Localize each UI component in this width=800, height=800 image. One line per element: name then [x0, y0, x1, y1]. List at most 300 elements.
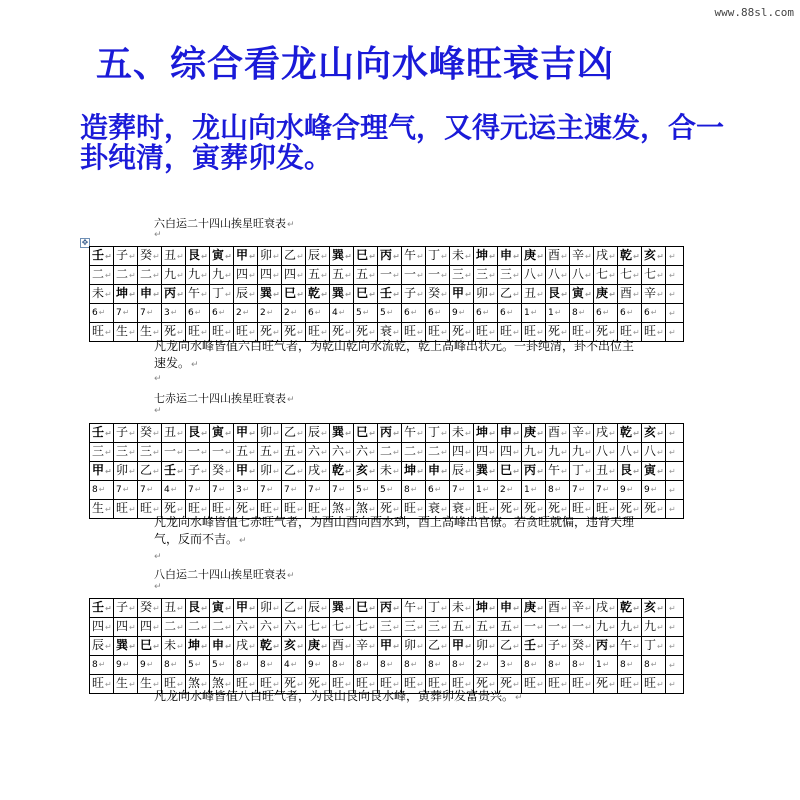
cell-mark-icon: ↵: [585, 448, 592, 457]
cell-mark-icon: ↵: [146, 485, 154, 494]
table-cell: [306, 481, 330, 500]
cell-mark-icon: ↵: [105, 448, 112, 457]
cell-mark-icon: ↵: [410, 660, 418, 669]
cell-mark-icon: ↵: [561, 328, 568, 337]
cell-mark-icon: ↵: [297, 642, 304, 651]
cell-mark-icon: ↵: [578, 660, 586, 669]
cell-mark-icon: ↵: [201, 290, 208, 299]
cell-mark-icon: ↵: [201, 623, 208, 632]
cell-mark-icon: ↵: [129, 623, 136, 632]
cell-mark-icon: ↵: [345, 467, 352, 476]
table-cell-text: 亥: [644, 248, 657, 262]
table-cell-text: 六: [236, 619, 249, 633]
table-cell-text: 丁: [428, 600, 441, 614]
table-cell-text: 乾: [332, 463, 345, 477]
table-cell: [186, 637, 210, 656]
row-end-mark-icon: ↵: [669, 290, 676, 299]
cell-mark-icon: ↵: [273, 271, 280, 280]
table-cell: [258, 637, 282, 656]
table-cell: [522, 304, 546, 323]
cell-mark-icon: ↵: [345, 642, 352, 651]
cell-mark-icon: ↵: [177, 328, 184, 337]
cell-mark-icon: ↵: [194, 485, 202, 494]
table-cell: [234, 637, 258, 656]
table-cell-text: 旺: [572, 501, 585, 515]
cell-mark-icon: ↵: [242, 308, 250, 317]
row-end-mark-icon: ↵: [669, 448, 676, 457]
table-cell-text: 6: [500, 308, 506, 318]
cell-mark-icon: ↵: [578, 308, 586, 317]
cell-mark-icon: ↵: [537, 429, 544, 438]
table-cell-text: 丙: [524, 463, 537, 477]
table-cell: [234, 285, 258, 304]
cell-mark-icon: ↵: [458, 308, 466, 317]
table-cell: [282, 266, 306, 285]
table-cell: [402, 304, 426, 323]
table-cell-text: 癸: [428, 286, 441, 300]
table-cell-text: 子: [188, 463, 201, 477]
table-cell: [90, 599, 114, 618]
table-cell: [114, 675, 138, 694]
table-cell-text: 死: [500, 501, 513, 515]
cell-mark-icon: ↵: [177, 623, 184, 632]
cell-mark-icon: ↵: [153, 467, 160, 476]
table-cell-text: 生: [140, 676, 153, 690]
cell-mark-icon: ↵: [434, 308, 442, 317]
cell-mark-icon: ↵: [609, 252, 616, 261]
table-cell: [570, 599, 594, 618]
cell-mark-icon: ↵: [297, 252, 304, 261]
page-subtitle: 造葬时，龙山向水峰合理气，又得元运主速发，合一卦纯清，寅葬卯发。: [80, 111, 725, 174]
cell-mark-icon: ↵: [105, 623, 112, 632]
cell-mark-icon: ↵: [513, 604, 520, 613]
table-cell: [162, 443, 186, 462]
table-cell-text: 甲: [380, 638, 393, 652]
table-cell: [546, 266, 570, 285]
cell-mark-icon: ↵: [369, 623, 376, 632]
cell-mark-icon: ↵: [146, 660, 154, 669]
table-cell-text: 丁: [428, 248, 441, 262]
cell-mark-icon: ↵: [657, 623, 664, 632]
cell-mark-icon: ↵: [434, 485, 442, 494]
cell-mark-icon: ↵: [537, 328, 544, 337]
table-cell-text: 8: [164, 660, 170, 670]
table-cell: [426, 656, 450, 675]
table-cell: [642, 323, 666, 342]
cell-mark-icon: ↵: [177, 505, 184, 514]
table-cell: [570, 462, 594, 481]
table-cell-text: 二: [428, 444, 441, 458]
cell-mark-icon: ↵: [465, 448, 472, 457]
table-cell: [114, 462, 138, 481]
cell-mark-icon: ↵: [441, 505, 448, 514]
table-cell: [114, 304, 138, 323]
cell-mark-icon: ↵: [242, 660, 250, 669]
cell-mark-icon: ↵: [506, 660, 514, 669]
cell-mark-icon: ↵: [321, 467, 328, 476]
table-cell-text: 寅: [212, 425, 225, 439]
table-cell: [474, 424, 498, 443]
cell-mark-icon: ↵: [626, 660, 634, 669]
table-cell: [546, 637, 570, 656]
table-cell-text: 7: [308, 485, 314, 495]
table-cell-text: 庚: [524, 600, 537, 614]
table-cell: [354, 266, 378, 285]
row-end-cell: [666, 247, 684, 266]
table-cell-text: 4: [332, 308, 338, 318]
table-cell-text: 旺: [524, 324, 537, 338]
cell-mark-icon: ↵: [273, 252, 280, 261]
cell-mark-icon: ↵: [273, 642, 280, 651]
cell-mark-icon: ↵: [177, 290, 184, 299]
cell-mark-icon: ↵: [249, 623, 256, 632]
cell-mark-icon: ↵: [657, 505, 664, 514]
table-cell-text: 生: [140, 324, 153, 338]
table-cell-text: 巽: [116, 638, 129, 652]
cell-mark-icon: ↵: [513, 680, 520, 689]
cell-mark-icon: ↵: [506, 485, 514, 494]
table-cell: [162, 247, 186, 266]
table-cell-text: 丙: [596, 638, 609, 652]
table-cell: [282, 304, 306, 323]
table-cell: [138, 637, 162, 656]
cell-mark-icon: ↵: [585, 290, 592, 299]
cell-mark-icon: ↵: [369, 505, 376, 514]
table-cell-text: 六: [356, 444, 369, 458]
table-cell: [282, 481, 306, 500]
cell-mark-icon: ↵: [393, 467, 400, 476]
cell-mark-icon: ↵: [345, 328, 352, 337]
table-cell-text: 8: [404, 660, 410, 670]
table-cell-text: 午: [620, 638, 633, 652]
cell-mark-icon: ↵: [266, 660, 274, 669]
cell-mark-icon: ↵: [297, 328, 304, 337]
table-cell-text: 巳: [356, 286, 369, 300]
table-cell-text: 五: [236, 444, 249, 458]
row-end-cell: [666, 637, 684, 656]
table-cell: [258, 599, 282, 618]
table-cell: [162, 656, 186, 675]
table-cell: [234, 424, 258, 443]
table-cell: [186, 247, 210, 266]
table-cell: [258, 304, 282, 323]
cell-mark-icon: ↵: [129, 467, 136, 476]
table-cell: [138, 247, 162, 266]
cell-mark-icon: ↵: [441, 429, 448, 438]
table-cell-text: 申: [212, 638, 225, 652]
table-cell-text: 死: [548, 501, 561, 515]
cell-mark-icon: ↵: [650, 660, 658, 669]
table-cell: [522, 462, 546, 481]
table-cell: [570, 481, 594, 500]
table-cell: [378, 599, 402, 618]
cell-mark-icon: ↵: [441, 290, 448, 299]
table-cell-text: 巳: [356, 425, 369, 439]
cell-mark-icon: ↵: [225, 429, 232, 438]
cell-mark-icon: ↵: [633, 252, 640, 261]
table-cell-text: 1: [524, 485, 530, 495]
table-cell: [498, 462, 522, 481]
table-cell: [282, 656, 306, 675]
table-cell-text: 辰: [92, 638, 105, 652]
cell-mark-icon: ↵: [561, 642, 568, 651]
row-end-mark-icon: ↵: [669, 604, 676, 613]
table-cell-text: 丁: [428, 425, 441, 439]
table-cell-text: 八: [548, 267, 561, 281]
table-cell: [90, 675, 114, 694]
table-cell: [186, 266, 210, 285]
table-cell-text: 3: [236, 485, 242, 495]
table-cell-text: 四: [140, 619, 153, 633]
table-cell: [90, 481, 114, 500]
cell-mark-icon: ↵: [393, 680, 400, 689]
cell-mark-icon: ↵: [554, 308, 562, 317]
table-cell: [234, 266, 258, 285]
table-cell: [618, 304, 642, 323]
table-cell-text: 旺: [212, 324, 225, 338]
table-cell-text: 四: [500, 444, 513, 458]
table-cell-text: 庚: [596, 286, 609, 300]
table-cell: [570, 618, 594, 637]
table-cell: [402, 618, 426, 637]
cell-mark-icon: ↵: [386, 485, 394, 494]
table-row: [90, 637, 684, 656]
row-end-mark-icon: ↵: [669, 252, 676, 261]
table-cell: [474, 481, 498, 500]
cell-mark-icon: ↵: [218, 308, 226, 317]
table-cell-text: 8: [380, 660, 386, 670]
table-cell-text: 二: [188, 619, 201, 633]
table-cell-text: 死: [260, 324, 273, 338]
table-row: [90, 443, 684, 462]
table-cell: [330, 285, 354, 304]
table-cell: [522, 247, 546, 266]
cell-mark-icon: ↵: [633, 429, 640, 438]
table-cell: [162, 481, 186, 500]
cell-mark-icon: ↵: [633, 642, 640, 651]
table-cell-text: 卯: [116, 463, 129, 477]
table-cell: [546, 304, 570, 323]
cell-mark-icon: ↵: [657, 252, 664, 261]
table-cell-text: 卯: [260, 248, 273, 262]
table-cell: [498, 247, 522, 266]
table-cell-text: 5: [356, 485, 362, 495]
table-cell: [210, 599, 234, 618]
table-cell: [258, 266, 282, 285]
cell-mark-icon: ↵: [225, 271, 232, 280]
table-cell-text: 旺: [332, 676, 345, 690]
table-cell-text: 旺: [476, 501, 489, 515]
table-cell: [114, 500, 138, 519]
table-cell-text: 午: [404, 425, 417, 439]
table-cell: [618, 285, 642, 304]
table-cell-text: 旺: [404, 324, 417, 338]
table-cell: [546, 599, 570, 618]
table-cell: [234, 481, 258, 500]
table-cell-text: 五: [500, 619, 513, 633]
table-cell: [378, 481, 402, 500]
table-cell-text: 辰: [308, 248, 321, 262]
cell-mark-icon: ↵: [201, 252, 208, 261]
table-cell-text: 衰: [428, 501, 441, 515]
table-cell-text: 九: [572, 444, 585, 458]
cell-mark-icon: ↵: [633, 448, 640, 457]
table-cell-text: 死: [284, 676, 297, 690]
cell-mark-icon: ↵: [386, 660, 394, 669]
row-end-mark-icon: ↵: [669, 486, 676, 495]
table-cell-text: 寅: [212, 248, 225, 262]
table-cell-text: 5: [212, 660, 218, 670]
row-end-cell: [666, 675, 684, 694]
cell-mark-icon: ↵: [266, 485, 274, 494]
table-cell: [426, 304, 450, 323]
table-cell: [90, 656, 114, 675]
table-cell: [522, 637, 546, 656]
table-cell-text: 乙: [428, 638, 441, 652]
cell-mark-icon: ↵: [609, 448, 616, 457]
table-cell: [162, 304, 186, 323]
table-cell-text: 七: [356, 619, 369, 633]
cell-mark-icon: ↵: [297, 290, 304, 299]
cell-mark-icon: ↵: [441, 328, 448, 337]
table-cell-text: 丑: [596, 463, 609, 477]
table-cell-text: 旺: [188, 324, 201, 338]
cell-mark-icon: ↵: [369, 680, 376, 689]
table-cell-text: 寅: [212, 600, 225, 614]
cell-mark-icon: ↵: [201, 642, 208, 651]
table-cell: [570, 304, 594, 323]
table-cell-text: 死: [452, 324, 465, 338]
cell-mark-icon: ↵: [201, 604, 208, 613]
table-cell: [306, 247, 330, 266]
cell-mark-icon: ↵: [489, 505, 496, 514]
cell-mark-icon: ↵: [410, 485, 418, 494]
table-cell-text: 死: [596, 324, 609, 338]
table-cell-text: 旺: [620, 324, 633, 338]
table-cell-text: 旺: [356, 676, 369, 690]
cell-mark-icon: ↵: [561, 604, 568, 613]
cell-mark-icon: ↵: [506, 308, 514, 317]
cell-mark-icon: ↵: [218, 485, 226, 494]
cell-mark-icon: ↵: [633, 604, 640, 613]
table-cell-text: 7: [140, 485, 146, 495]
cell-mark-icon: ↵: [369, 604, 376, 613]
table-cell-text: 巳: [140, 638, 153, 652]
table-cell-text: 乾: [620, 425, 633, 439]
cell-mark-icon: ↵: [441, 467, 448, 476]
table-cell: [210, 443, 234, 462]
table-cell-text: 乙: [284, 600, 297, 614]
cell-mark-icon: ↵: [417, 252, 424, 261]
cell-mark-icon: ↵: [393, 290, 400, 299]
table-move-handle-icon[interactable]: ✥: [81, 238, 89, 247]
section-title-text: 六白运二十四山挨星旺衰表: [154, 217, 286, 230]
table-cell-text: 未: [380, 463, 393, 477]
cell-mark-icon: ↵: [129, 429, 136, 438]
cell-mark-icon: ↵: [122, 485, 130, 494]
cell-mark-icon: ↵: [129, 328, 136, 337]
table-cell: [594, 443, 618, 462]
table-cell: [474, 443, 498, 462]
table-cell: [114, 618, 138, 637]
table-cell-text: 甲: [236, 463, 249, 477]
table-cell-text: 8: [92, 660, 98, 670]
cell-mark-icon: ↵: [297, 467, 304, 476]
table-cell: [498, 424, 522, 443]
table-cell-text: 三: [428, 619, 441, 633]
table-cell-text: 未: [92, 286, 105, 300]
table-row: [90, 618, 684, 637]
table-cell: [522, 618, 546, 637]
cell-mark-icon: ↵: [369, 252, 376, 261]
cell-mark-icon: ↵: [465, 505, 472, 514]
table-cell-text: 煞: [212, 676, 225, 690]
cell-mark-icon: ↵: [153, 604, 160, 613]
table-cell: [354, 656, 378, 675]
cell-mark-icon: ↵: [177, 604, 184, 613]
table-cell: [522, 443, 546, 462]
cell-mark-icon: ↵: [633, 680, 640, 689]
cell-mark-icon: ↵: [314, 308, 322, 317]
table-cell: [282, 443, 306, 462]
table-cell: [498, 266, 522, 285]
table-cell-text: 6: [404, 308, 410, 318]
cell-mark-icon: ↵: [177, 680, 184, 689]
table-cell: [90, 247, 114, 266]
table-cell-text: 辛: [572, 248, 585, 262]
cell-mark-icon: ↵: [266, 308, 274, 317]
cell-mark-icon: ↵: [369, 328, 376, 337]
table-cell: [426, 481, 450, 500]
table-cell: [402, 443, 426, 462]
table-cell: [186, 656, 210, 675]
row-end-mark-icon: ↵: [669, 642, 676, 651]
table-cell-text: 乙: [140, 463, 153, 477]
cell-mark-icon: ↵: [225, 505, 232, 514]
cell-mark-icon: ↵: [585, 505, 592, 514]
table-cell: [546, 462, 570, 481]
table-cell: [450, 656, 474, 675]
table-cell: [498, 304, 522, 323]
table-cell: [570, 443, 594, 462]
table-cell-text: 9: [140, 660, 146, 670]
table-cell: [162, 285, 186, 304]
table-cell-text: 7: [452, 485, 458, 495]
table-cell-text: 七: [596, 267, 609, 281]
table-cell: [474, 637, 498, 656]
table-cell-text: 八: [620, 444, 633, 458]
table-cell-text: 乾: [308, 286, 321, 300]
table-cell-text: 8: [620, 660, 626, 670]
table-cell: [378, 637, 402, 656]
cell-mark-icon: ↵: [609, 642, 616, 651]
table-row: [90, 599, 684, 618]
table-cell-text: 卯: [476, 638, 489, 652]
table-cell: [450, 266, 474, 285]
table-cell-text: 死: [476, 676, 489, 690]
cell-mark-icon: ↵: [513, 642, 520, 651]
table-cell-text: 辰: [236, 286, 249, 300]
table-cell: [354, 637, 378, 656]
paragraph-mark-icon: ↵: [154, 230, 162, 240]
table-cell-text: 五: [452, 619, 465, 633]
table-cell-text: 1: [596, 660, 602, 670]
row-end-cell: [666, 304, 684, 323]
row-end-cell: [666, 481, 684, 500]
cell-mark-icon: ↵: [482, 308, 490, 317]
cell-mark-icon: ↵: [177, 467, 184, 476]
table-cell-text: 四: [116, 619, 129, 633]
